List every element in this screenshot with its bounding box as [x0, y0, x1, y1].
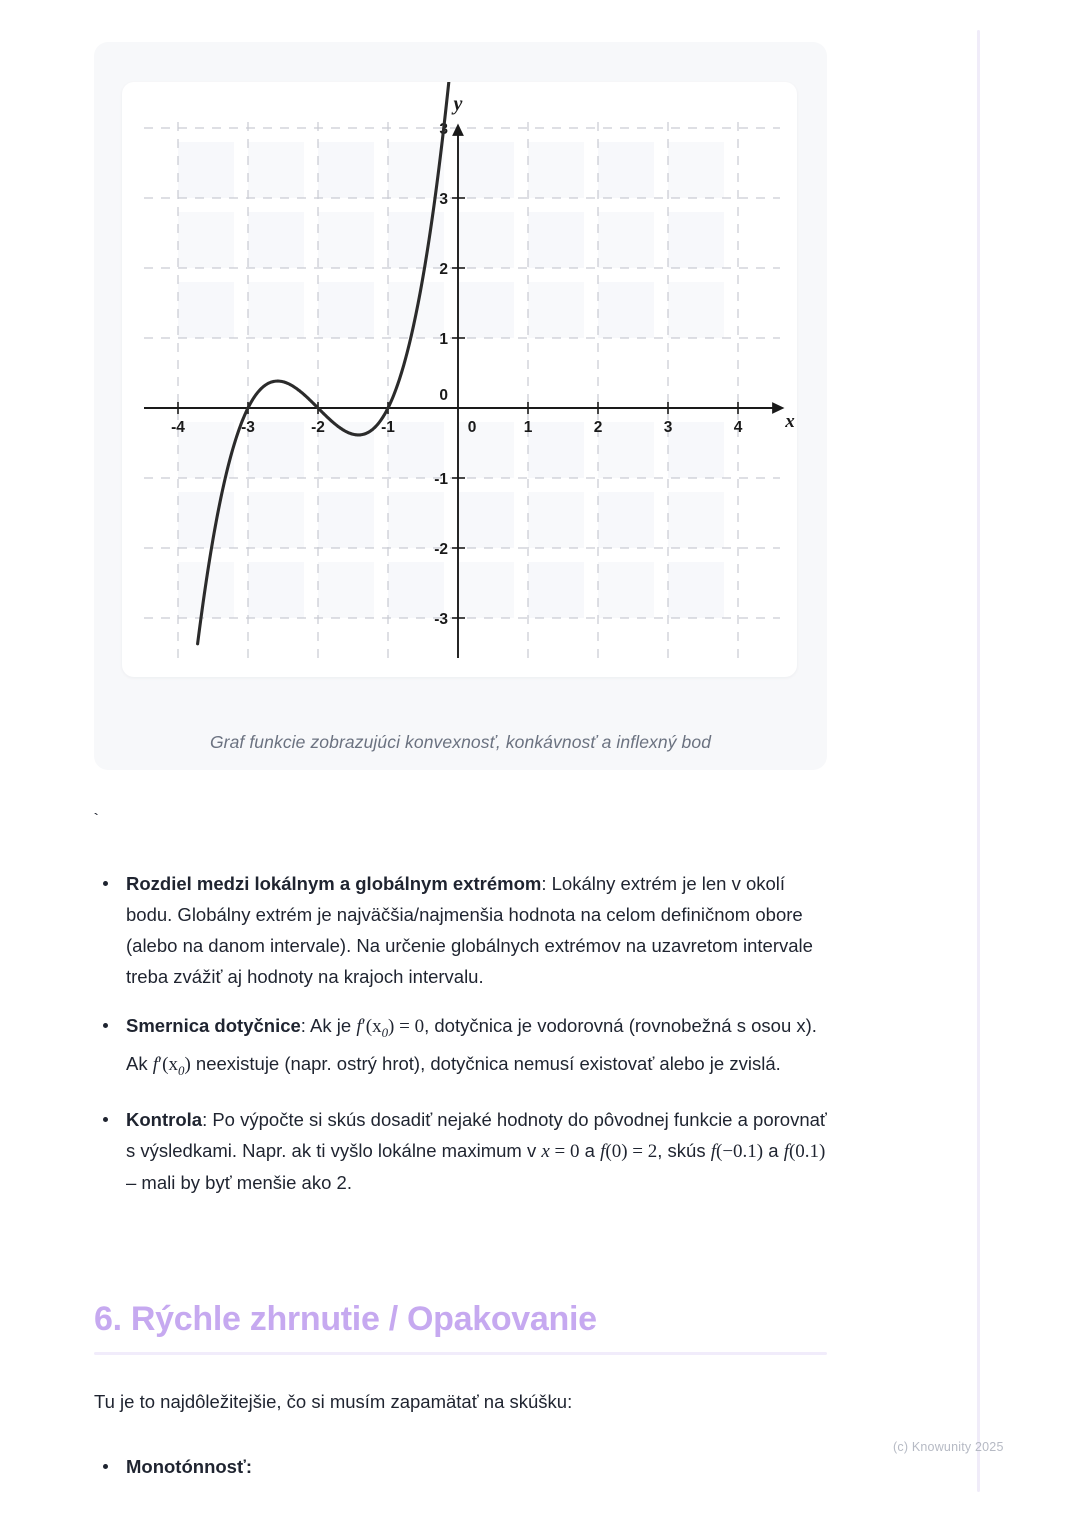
math-f-point-one: f(0.1)	[783, 1140, 826, 1162]
list-item-check	[94, 1104, 834, 1198]
list-item-term: Rozdiel medzi lokálnym a globálnym extrémom	[126, 873, 542, 894]
page-edge-rule	[977, 30, 980, 1492]
math-f-prime-1: $f'(x_0) = 0$	[356, 1016, 425, 1040]
x-axis-label: x	[785, 411, 795, 432]
svg-text:3: 3	[439, 121, 448, 138]
svg-text:1: 1	[523, 419, 533, 436]
svg-text:2: 2	[439, 261, 448, 278]
y-axis-label: y	[453, 93, 463, 115]
svg-text:-2: -2	[311, 419, 325, 436]
svg-text:-2: -2	[434, 541, 448, 558]
grid-cell-tints	[178, 142, 724, 618]
list-item-monotonicity: Monotónnosť:	[94, 1451, 834, 1482]
svg-text:-3: -3	[434, 611, 448, 628]
list-item-text: : Lokálny extrém je len v okolí bodu. Globálny extrém je najväčšia/najmenšia hodnota na celom definičnom obore (alebo na danom intervale). Na určenie globálnych extrémov na uzavretom intervale treba zvážiť aj hodnoty na krajoch intervalu.	[126, 873, 813, 987]
list-item-text-seg2: a	[579, 1139, 601, 1161]
key-points-list	[94, 868, 834, 1198]
stray-backtick: `	[91, 812, 102, 831]
list-item-text-seg1: : Ak je	[300, 1015, 357, 1036]
svg-text:3: 3	[663, 419, 673, 436]
svg-text:-1: -1	[434, 471, 448, 488]
section-divider	[94, 1352, 827, 1355]
svg-text:4: 4	[733, 419, 743, 436]
list-item-tangent-slope	[94, 1010, 834, 1086]
math-f-of-zero: f(0) = 2	[600, 1140, 658, 1162]
list-item-text-seg3: , skús	[657, 1139, 711, 1161]
svg-text:-3: -3	[241, 419, 255, 436]
page-title: 6. Rýchle zhrnutie / Opakovanie	[94, 1300, 597, 1338]
math-f-neg-point-one: f(−0.1)	[710, 1140, 764, 1162]
svg-text:3: 3	[439, 191, 448, 208]
list-item-term: Smernica dotyčnice	[126, 1015, 301, 1036]
notes-body	[94, 868, 834, 1216]
svg-text:-4: -4	[171, 419, 185, 436]
summary-intro: Tu je to najdôležitejšie, čo si musím zapamätať na skúšku:	[94, 1391, 573, 1412]
list-item-text-seg3: neexistuje (napr. ostrý hrot), dotyčnica nemusí existovať alebo je zvislá.	[190, 1052, 781, 1074]
list-item-text-seg1: : Po výpočte si skús dosadiť nejaké hodnoty do pôvodnej funkcie a porovnať s výsledkami. Napr. ak ti vyšlo lokálne maximum v	[126, 1108, 827, 1161]
math-x-equals-zero: x = 0	[541, 1140, 580, 1162]
summary-block	[94, 1386, 834, 1482]
list-item-text-seg5: – mali by byť menšie ako 2.	[126, 1171, 352, 1193]
figure-caption: Graf funkcie zobrazujúci konvexnosť, konkávnosť a inflexný bod	[209, 732, 712, 752]
summary-list	[94, 1451, 834, 1482]
graph-canvas	[122, 82, 797, 677]
svg-text:0: 0	[439, 387, 448, 404]
watermark: (c) Knowunity 2025	[893, 1440, 1004, 1454]
section-heading-block	[94, 1297, 834, 1355]
svg-text:2: 2	[593, 419, 603, 436]
list-item-extremes	[94, 868, 834, 992]
svg-text:0: 0	[467, 419, 477, 436]
list-item-text-seg4: a	[763, 1139, 784, 1161]
svg-text:-1: -1	[381, 419, 395, 436]
figure-card	[94, 42, 827, 770]
list-item-term: Kontrola	[126, 1108, 203, 1130]
math-f-prime-2: $f'(x_0)$	[152, 1053, 191, 1078]
list-item-text-seg2: , dotyčnica je vodorovná (rovnobežná s osou x). Ak	[126, 1015, 817, 1074]
function-graph-svg	[122, 82, 797, 677]
svg-text:1: 1	[439, 331, 448, 348]
